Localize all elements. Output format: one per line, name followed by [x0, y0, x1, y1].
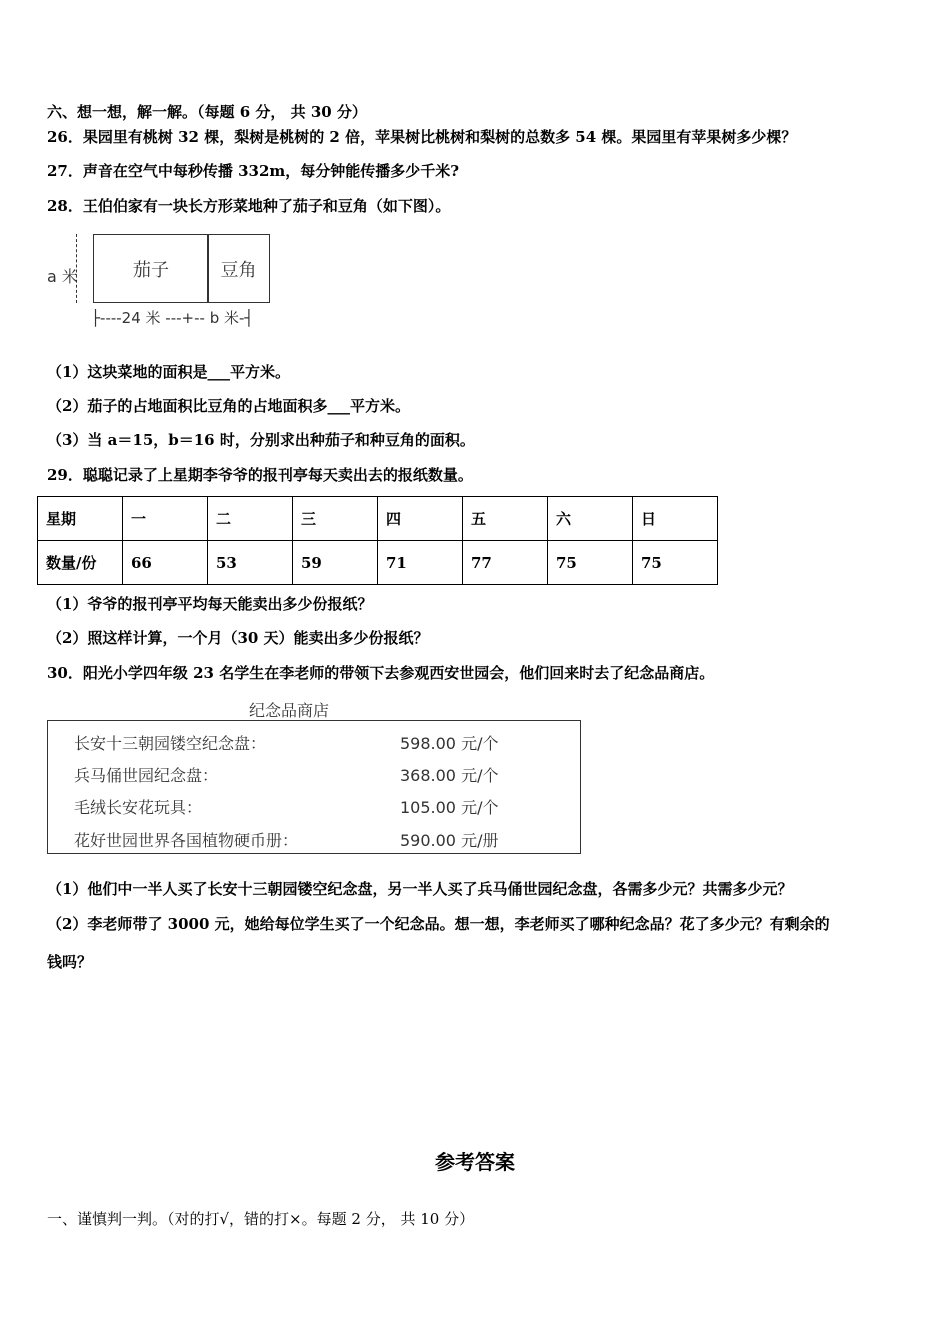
table-cell: 数量/份	[38, 541, 123, 585]
eggplant-label: 茄子	[133, 259, 169, 281]
question-28-part-1: （1）这块菜地的面积是___平方米。	[47, 363, 290, 381]
table-cell: 日	[633, 497, 718, 541]
question-28: 28．王伯伯家有一块长方形菜地种了茄子和豆角（如下图）。	[47, 197, 451, 215]
answer-title: 参考答案	[435, 1150, 515, 1174]
eggplant-plot	[93, 234, 209, 303]
table-cell: 59	[293, 541, 378, 585]
list-item	[74, 828, 564, 851]
question-30-part-2: （2）李老师带了 3000 元，她给每位学生买了一个纪念品。想一想，李老师买了哪种纪念品？花了多少元？有剩余的	[47, 915, 830, 933]
item-name: 毛绒长安花玩具：	[74, 798, 203, 817]
table-row	[38, 541, 718, 585]
table-cell: 星期	[38, 497, 123, 541]
question-27: 27．声音在空气中每秒传播 332m，每分钟能传播多少千米?	[47, 162, 460, 180]
table-cell: 75	[633, 541, 718, 585]
question-28-part-2: （2）茄子的占地面积比豆角的占地面积多___平方米。	[47, 397, 410, 415]
souvenir-price-list	[47, 720, 581, 854]
bean-label: 豆角	[220, 259, 257, 281]
table-cell: 五	[463, 497, 548, 541]
side-dimension-line	[76, 234, 77, 303]
table-cell: 六	[548, 497, 633, 541]
question-28-part-3: （3）当 a＝15，b＝16 时，分别求出种茄子和种豆角的面积。	[47, 431, 475, 449]
item-price: 590.00 元/册	[400, 831, 499, 850]
list-item	[74, 763, 564, 786]
item-price: 368.00 元/个	[400, 766, 499, 785]
question-29: 29．聪聪记录了上星期李爷爷的报刊亭每天卖出去的报纸数量。	[47, 466, 473, 484]
list-item	[74, 795, 564, 818]
item-price: 598.00 元/个	[400, 734, 499, 753]
table-cell: 77	[463, 541, 548, 585]
section-header: 六、想一想，解一解。（每题 6 分， 共 30 分）	[47, 103, 367, 121]
table-cell: 三	[293, 497, 378, 541]
table-cell: 53	[208, 541, 293, 585]
newspaper-sales-table	[37, 496, 718, 585]
table-cell: 一	[123, 497, 208, 541]
question-29-part-1: （1）爷爷的报刊亭平均每天能卖出多少份报纸？	[47, 595, 373, 613]
table-cell: 二	[208, 497, 293, 541]
table-cell: 66	[123, 541, 208, 585]
question-30-part-2-continued: 钱吗？	[47, 953, 93, 971]
side-length-label: a 米	[47, 267, 78, 286]
bottom-dimension-label: ├----24 米 ---+-- b 米-┤	[91, 309, 254, 327]
question-30: 30．阳光小学四年级 23 名学生在李老师的带领下去参观西安世园会，他们回来时去了纪念品商店。	[47, 664, 715, 682]
table-cell: 四	[378, 497, 463, 541]
garden-diagram	[45, 230, 285, 330]
answer-section-header: 一、谨慎判一判。（对的打√，错的打×。每题 2 分， 共 10 分）	[47, 1210, 475, 1228]
item-name: 花好世园世界各国植物硬币册：	[74, 831, 299, 850]
item-name: 兵马俑世园纪念盘：	[74, 766, 219, 785]
item-name: 长安十三朝园镂空纪念盘：	[74, 734, 267, 753]
table-cell: 75	[548, 541, 633, 585]
item-price: 105.00 元/个	[400, 798, 499, 817]
bean-plot	[207, 234, 270, 303]
question-26: 26．果园里有桃树 32 棵，梨树是桃树的 2 倍，苹果树比桃树和梨树的总数多 54 棵。果园里有苹果树多少棵？	[47, 128, 797, 146]
question-29-part-2: （2）照这样计算，一个月（30 天）能卖出多少份报纸？	[47, 629, 429, 647]
table-cell: 71	[378, 541, 463, 585]
question-30-part-1: （1）他们中一半人买了长安十三朝园镂空纪念盘，另一半人买了兵马俑世园纪念盘，各需多少元？共需多少元？	[47, 880, 793, 898]
table-header-row	[38, 497, 718, 541]
list-item	[74, 731, 564, 754]
shop-title: 纪念品商店	[249, 701, 330, 720]
